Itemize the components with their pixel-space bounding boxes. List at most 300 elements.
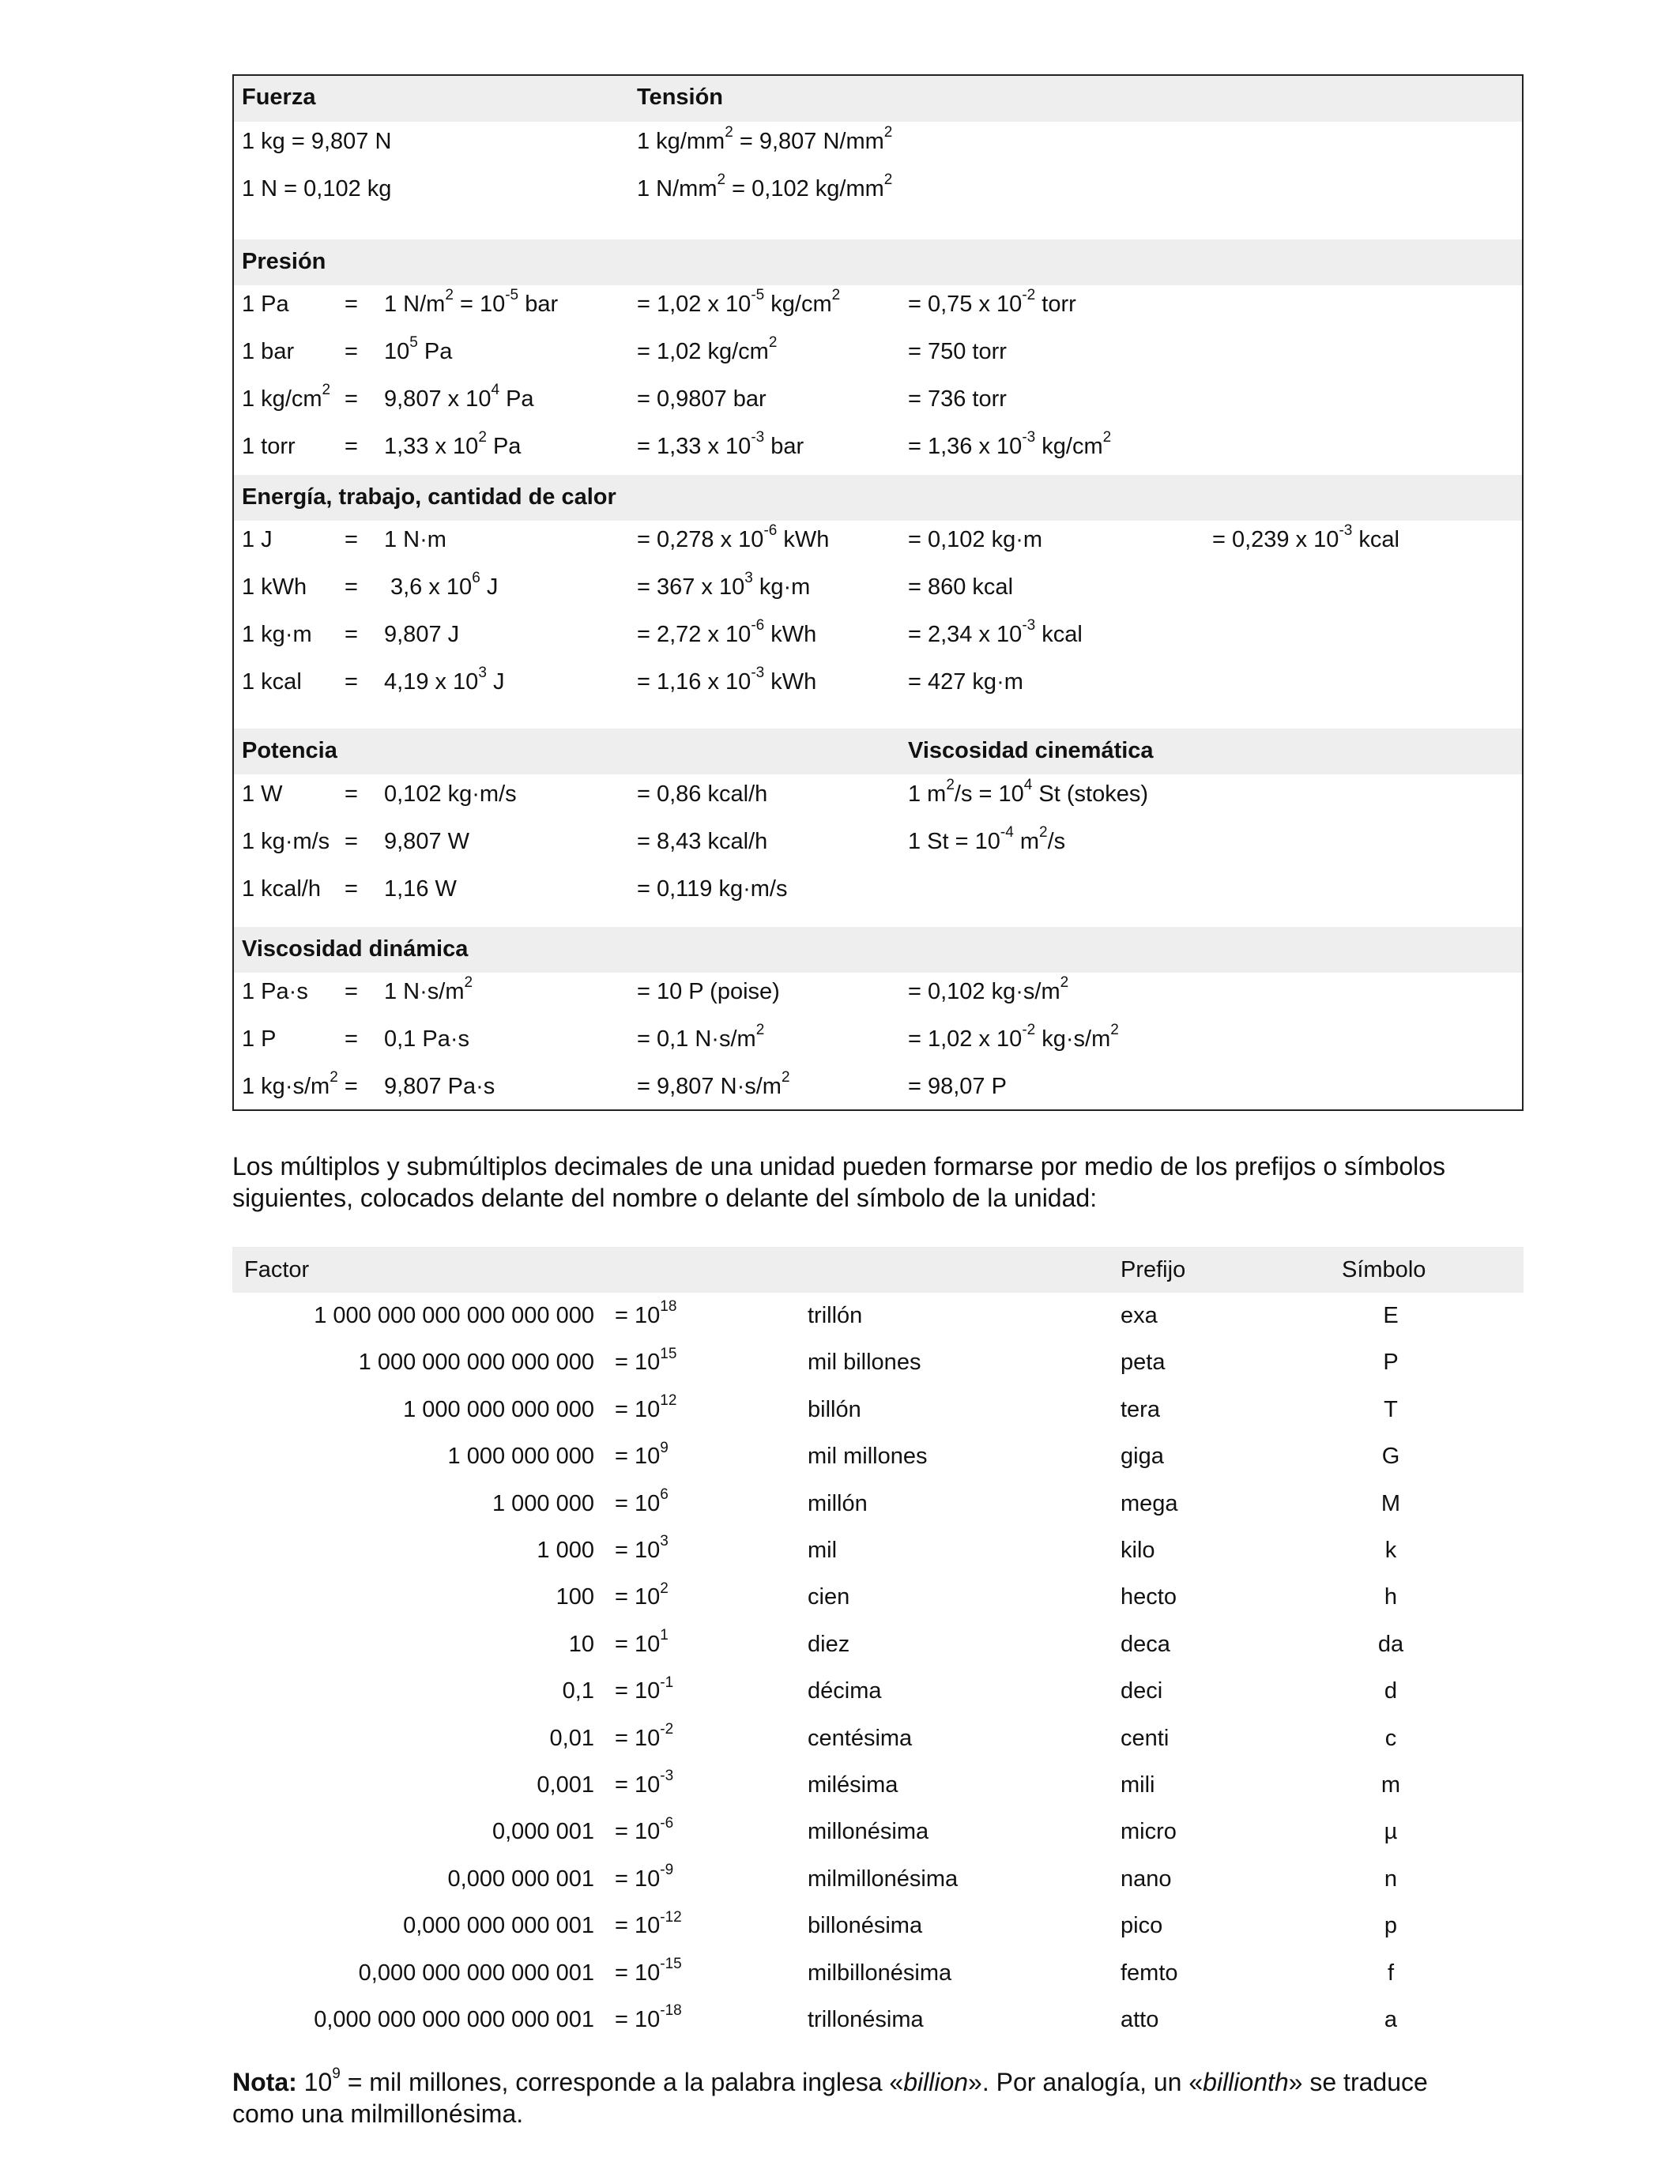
- presion_rows-3-unit: 1 torr: [242, 434, 296, 459]
- prefix-header-band: [232, 1247, 1524, 1293]
- viscosidad_din_rows-1-c3-part-1: -2: [1022, 1022, 1036, 1039]
- presion_rows-0-c2: [637, 287, 841, 318]
- presion_rows-1-c2-part-0: = 1,02 kg/cm: [637, 339, 769, 364]
- tension-row-1-s2: 2: [883, 171, 893, 189]
- prefix-simbolo-13: p: [1384, 1913, 1398, 1939]
- energia_rows-0-c3: [908, 526, 1042, 553]
- tension-row-0-s2: 2: [883, 124, 893, 141]
- presion_rows-0-c1-part-2: = 10: [453, 292, 506, 317]
- prefix-power-exp-15: -18: [660, 2002, 682, 2020]
- energia_rows-0-c3-part-0: = 0,102 kg·m: [908, 527, 1043, 552]
- viscosidad-cin-row-0-part-4: St (stokes): [1032, 781, 1149, 807]
- presion_rows-3-c3-part-1: -3: [1022, 429, 1036, 446]
- presion_rows-1-eq: =: [345, 339, 358, 364]
- prefix-power-7: [615, 1627, 669, 1658]
- presion_rows-3-c1: [384, 429, 522, 460]
- energia_rows-0-c4-part-1: -3: [1339, 522, 1353, 540]
- prefix-name-3: mil millones: [808, 1444, 928, 1470]
- prefix-factor-6: 100: [556, 1584, 594, 1610]
- presion_rows-0-c2-part-0: = 1,02 x 10: [637, 292, 751, 317]
- prefix-prefijo-0: exa: [1121, 1303, 1158, 1328]
- energia_rows-3-c3: [908, 668, 1023, 695]
- note-line-2: como una milmillonésima.: [232, 2099, 524, 2128]
- presion_rows-1-c1: [384, 334, 453, 365]
- viscosidad_din_rows-2-c2-part-0: = 9,807 N·s/m: [637, 1074, 782, 1099]
- presion_rows-0-c1-part-1: 2: [445, 287, 454, 304]
- prefix-factor-13: 0,000 000 000 001: [403, 1913, 594, 1939]
- viscosidad-cin-row-0-part-0: 1 m: [908, 781, 947, 807]
- prefix-power-exp-11: -6: [660, 1814, 674, 1832]
- energia_rows-0-c2-part-2: kWh: [777, 527, 830, 552]
- viscosidad_din_rows-2-c3: [908, 1073, 1007, 1100]
- presion_rows-3-c2-part-0: = 1,33 x 10: [637, 434, 751, 459]
- viscosidad-cin-row-1-part-4: /s: [1047, 829, 1066, 854]
- viscosidad_din_rows-2-c1: [384, 1073, 495, 1100]
- prefix-prefijo-11: micro: [1121, 1819, 1177, 1845]
- presion_rows-0-c2-part-2: kg/cm: [764, 292, 832, 317]
- tension-row-1: [637, 171, 893, 202]
- prefix-power-exp-14: -15: [660, 1955, 682, 1972]
- presion_rows-1-c3-part-0: = 750 torr: [908, 339, 1007, 364]
- energia_rows-2-c2-part-1: -6: [751, 617, 765, 634]
- prefix-simbolo-14: f: [1387, 1960, 1395, 1986]
- prefix-name-12: milmillonésima: [808, 1866, 959, 1892]
- prefix-prefijo-13: pico: [1121, 1913, 1163, 1939]
- energia_rows-0-c2-part-1: -6: [763, 522, 778, 540]
- presion_rows-1-c3: [908, 338, 1007, 365]
- potencia_rows-0-eq: =: [345, 781, 358, 807]
- tension-row-1-a: 1 N/mm: [637, 176, 718, 201]
- note-text-3: » se traduce: [1288, 2068, 1428, 2096]
- presion_rows-3-c2-part-2: bar: [764, 434, 804, 459]
- prefix-power-9: [615, 1720, 674, 1752]
- prefix-factor-7: 10: [568, 1631, 594, 1657]
- presion_rows-0-c3-part-2: torr: [1035, 292, 1076, 317]
- prefix-power-base-0: = 10: [615, 1303, 661, 1328]
- potencia_rows-2-eq: =: [345, 876, 358, 902]
- presion_rows-3-c1-part-2: Pa: [486, 434, 522, 459]
- prefix-simbolo-10: m: [1381, 1772, 1401, 1798]
- prefix-prefijo-12: nano: [1121, 1866, 1172, 1892]
- potencia-header: Potencia: [242, 738, 337, 763]
- prefix-factor-3: 1 000 000 000: [447, 1444, 594, 1470]
- viscosidad_din_rows-0-c1-part-0: 1 N·s/m: [384, 979, 465, 1004]
- energia_rows-3-c2-part-0: = 1,16 x 10: [637, 669, 751, 695]
- viscosidad_din_rows-0-c3-part-0: = 0,102 kg·s/m: [908, 979, 1060, 1004]
- viscosidad_din_rows-1-eq: =: [345, 1026, 358, 1052]
- prefix-factor-11: 0,000 001: [492, 1819, 594, 1845]
- presion_rows-2-c1-part-1: 4: [491, 382, 500, 399]
- energia_rows-0-c2: [637, 522, 830, 553]
- prefix-prefijo-4: mega: [1121, 1490, 1178, 1516]
- presion_rows-0-c2-part-3: 2: [831, 287, 841, 304]
- potencia_rows-0-c1: 0,102 kg·m/s: [384, 781, 517, 807]
- viscosidad_din_rows-1-c3-part-0: = 1,02 x 10: [908, 1026, 1023, 1052]
- prefix-power-exp-6: 2: [660, 1580, 669, 1597]
- presion_rows-1-c2-part-1: 2: [768, 334, 778, 352]
- potencia_rows-2-c2: = 0,119 kg·m/s: [637, 876, 788, 902]
- energia_rows-1-c3: [908, 574, 1013, 601]
- presion_rows-2-c3-part-0: = 736 torr: [908, 386, 1007, 412]
- tension-header: Tensión: [637, 85, 724, 110]
- prefix-power-exp-13: -12: [660, 1908, 682, 1926]
- presion_rows-3-c1-part-1: 2: [478, 429, 487, 446]
- energia_rows-3-c1-part-2: J: [486, 669, 505, 695]
- viscosidad_din_rows-2-unit-part-0: 1 kg·s/m: [242, 1074, 330, 1099]
- energia_rows-0-eq: =: [345, 527, 358, 552]
- prefix-factor-4: 1 000 000: [492, 1490, 594, 1516]
- presion_rows-0-c3: [908, 287, 1076, 318]
- prefix-header-prefijo: Prefijo: [1121, 1257, 1186, 1282]
- energia_rows-2-c2-part-0: = 2,72 x 10: [637, 622, 751, 647]
- energia_rows-1-c1-part-0: 3,6 x 10: [390, 574, 473, 600]
- fuerza-band: [234, 76, 1522, 122]
- prefix-power-base-3: = 10: [615, 1444, 661, 1470]
- prefix-simbolo-1: P: [1383, 1350, 1399, 1376]
- presion_rows-2-unit: [242, 382, 331, 412]
- prefix-power-2: [615, 1392, 677, 1423]
- presion_rows-0-eq: =: [345, 292, 358, 317]
- prefix-power-8: [615, 1674, 674, 1704]
- intro-line-1: Los múltiplos y submúltiplos decimales de una unidad pueden formarse por medio de los prefijos o símbolos: [232, 1152, 1446, 1180]
- viscosidad_din_rows-2-unit: [242, 1069, 358, 1100]
- presion_rows-0-c1-part-4: bar: [518, 292, 559, 317]
- viscosidad_din_rows-0-c1-part-1: 2: [464, 974, 473, 992]
- prefix-power-5: [615, 1533, 669, 1564]
- prefix-power-12: [615, 1862, 674, 1892]
- potencia_rows-1-c2: = 8,43 kcal/h: [637, 829, 768, 854]
- presion_rows-3-c1-part-0: 1,33 x 10: [384, 434, 479, 459]
- presion_rows-0-c3-part-0: = 0,75 x 10: [908, 292, 1023, 317]
- viscosidad-cin-row-1-part-1: -4: [1000, 824, 1014, 842]
- note-line-1: [232, 2066, 1428, 2098]
- presion_rows-2-unit-part-0: 1 kg/cm: [242, 386, 322, 412]
- energia_rows-0-c1-part-0: 1 N·m: [384, 527, 446, 552]
- energia_rows-3-unit: 1 kcal: [242, 669, 302, 695]
- viscosidad_din_rows-1-c2-part-1: 2: [755, 1022, 765, 1039]
- note-italic-billion: billion: [903, 2068, 969, 2096]
- tension-row-1-s1: 2: [717, 171, 726, 189]
- potencia-band: [234, 729, 1522, 774]
- prefix-power-base-11: = 10: [615, 1819, 661, 1845]
- fuerza-row-1: 1 N = 0,102 kg: [242, 176, 392, 201]
- prefix-power-exp-4: 6: [660, 1485, 669, 1503]
- presion_rows-0-c1: [384, 287, 559, 318]
- viscosidad-cin-row-0-part-3: 4: [1023, 777, 1033, 794]
- prefix-prefijo-8: deci: [1121, 1678, 1163, 1704]
- viscosidad-cin-row-1-part-3: 2: [1039, 824, 1048, 842]
- prefix-prefijo-14: femto: [1121, 1960, 1178, 1986]
- viscosidad-cin-row-1-part-0: 1 St = 10: [908, 829, 1000, 854]
- potencia_rows-1-c1: 9,807 W: [384, 829, 469, 854]
- prefix-simbolo-4: M: [1381, 1490, 1401, 1516]
- prefix-power-1: [615, 1345, 677, 1376]
- viscosidad_din_rows-2-unit-part-1: 2: [330, 1069, 338, 1086]
- presion_rows-2-c3: [908, 386, 1007, 412]
- prefix-power-base-15: = 10: [615, 2007, 661, 2032]
- note-italic-billionth: billionth: [1203, 2068, 1289, 2096]
- prefix-name-8: décima: [808, 1678, 882, 1704]
- prefix-power-exp-12: -9: [660, 1862, 674, 1879]
- prefix-power-4: [615, 1485, 669, 1517]
- prefix-simbolo-6: h: [1384, 1584, 1398, 1610]
- prefix-simbolo-15: a: [1384, 2007, 1398, 2032]
- viscosidad-cin-row-1: [908, 824, 1066, 855]
- viscosidad_din_rows-1-c1: [384, 1026, 469, 1052]
- presion_rows-1-unit: 1 bar: [242, 339, 295, 364]
- energia_rows-3-c2-part-2: kWh: [764, 669, 817, 695]
- prefix-power-base-6: = 10: [615, 1584, 661, 1610]
- prefix-name-4: millón: [808, 1490, 868, 1516]
- viscosidad_din_rows-1-c3-part-2: kg·s/m: [1035, 1026, 1111, 1052]
- presion_rows-1-c1-part-2: Pa: [417, 339, 453, 364]
- energia_rows-2-c3-part-0: = 2,34 x 10: [908, 622, 1023, 647]
- energia_rows-1-eq: =: [345, 574, 358, 600]
- viscosidad-din-header: Viscosidad dinámica: [242, 936, 469, 962]
- energia_rows-1-c3-part-0: = 860 kcal: [908, 574, 1014, 600]
- energia_rows-2-c3: [908, 617, 1083, 648]
- prefix-header-simbolo: Símbolo: [1342, 1257, 1426, 1282]
- prefix-name-15: trillonésima: [808, 2007, 924, 2032]
- presion_rows-3-c3-part-3: 2: [1102, 429, 1112, 446]
- prefix-simbolo-5: k: [1384, 1538, 1397, 1563]
- presion_rows-1-c2: [637, 334, 778, 365]
- energia_rows-2-c2: [637, 617, 817, 648]
- presion_rows-3-c2-part-1: -3: [751, 429, 765, 446]
- prefix-power-14: [615, 1955, 682, 1986]
- prefix-power-11: [615, 1814, 674, 1845]
- energia_rows-3-c1-part-1: 3: [478, 665, 487, 682]
- prefix-name-7: diez: [808, 1631, 850, 1657]
- presion_rows-3-c3: [908, 429, 1112, 460]
- presion_rows-3-c3-part-2: kg/cm: [1035, 434, 1103, 459]
- prefix-prefijo-6: hecto: [1121, 1584, 1177, 1610]
- prefix-prefijo-7: deca: [1121, 1631, 1170, 1657]
- viscosidad_din_rows-1-unit: 1 P: [242, 1026, 277, 1052]
- prefix-name-5: mil: [808, 1538, 838, 1563]
- viscosidad_din_rows-0-eq: =: [345, 979, 358, 1004]
- prefix-power-15: [615, 2002, 682, 2033]
- energia_rows-1-c1-part-1: 6: [472, 570, 480, 587]
- prefix-power-exp-2: 12: [660, 1392, 677, 1410]
- prefix-factor-9: 0,01: [549, 1725, 594, 1751]
- energia_rows-1-unit: 1 kWh: [242, 574, 307, 600]
- presion_rows-2-c2-part-0: = 0,9807 bar: [637, 386, 767, 412]
- prefix-power-base-10: = 10: [615, 1772, 661, 1798]
- energia_rows-3-c3-part-0: = 427 kg·m: [908, 669, 1023, 695]
- potencia_rows-1-unit: 1 kg·m/s: [242, 829, 330, 854]
- prefix-prefijo-15: atto: [1121, 2007, 1159, 2032]
- prefix-power-13: [615, 1908, 682, 1939]
- prefix-factor-8: 0,1: [562, 1678, 594, 1704]
- prefix-factor-2: 1 000 000 000 000: [403, 1396, 594, 1422]
- prefix-factor-10: 0,001: [537, 1772, 594, 1798]
- note-base: 10: [296, 2068, 333, 2096]
- presion_rows-3-eq: =: [345, 434, 358, 459]
- tension-row-0: [637, 124, 893, 155]
- presion_rows-0-c1-part-0: 1 N/m: [384, 292, 446, 317]
- prefix-factor-12: 0,000 000 001: [447, 1866, 594, 1892]
- presion_rows-2-c1: [384, 382, 534, 412]
- prefix-name-6: cien: [808, 1584, 850, 1610]
- prefix-power-base-4: = 10: [615, 1490, 661, 1516]
- prefix-prefijo-9: centi: [1121, 1725, 1170, 1751]
- viscosidad_din_rows-2-c1-part-0: 9,807 Pa·s: [384, 1074, 495, 1099]
- presion_rows-2-c1-part-2: Pa: [499, 386, 534, 412]
- viscosidad-cin-row-0: [908, 777, 1149, 808]
- prefix-power-base-8: = 10: [615, 1678, 661, 1704]
- presion_rows-3-c3-part-0: = 1,36 x 10: [908, 434, 1023, 459]
- prefix-power-base-13: = 10: [615, 1913, 661, 1939]
- energia_rows-2-c3-part-2: kcal: [1035, 622, 1083, 647]
- energia_rows-2-c1-part-0: 9,807 J: [384, 622, 460, 647]
- prefix-power-base-5: = 10: [615, 1538, 661, 1563]
- prefix-prefijo-10: mili: [1121, 1772, 1155, 1798]
- viscosidad_din_rows-0-unit: 1 Pa·s: [242, 979, 308, 1004]
- intro-line-2: siguientes, colocados delante del nombre o delante del símbolo de la unidad:: [232, 1184, 1098, 1212]
- prefix-factor-1: 1 000 000 000 000 000: [358, 1350, 594, 1376]
- energia_rows-3-eq: =: [345, 669, 358, 695]
- energia_rows-2-c3-part-1: -3: [1022, 617, 1036, 634]
- prefix-factor-0: 1 000 000 000 000 000 000: [314, 1303, 594, 1328]
- note-label: Nota:: [232, 2068, 297, 2096]
- prefix-simbolo-2: T: [1384, 1396, 1398, 1422]
- viscosidad-cin-row-0-part-2: /s = 10: [954, 781, 1024, 807]
- energia_rows-2-c2-part-2: kWh: [764, 622, 817, 647]
- energia_rows-2-eq: =: [345, 622, 358, 647]
- viscosidad_din_rows-1-c1-part-0: 0,1 Pa·s: [384, 1026, 469, 1052]
- viscosidad_din_rows-2-unit-part-2: =: [337, 1074, 358, 1099]
- prefix-power-base-2: = 10: [615, 1396, 661, 1422]
- presion_rows-0-c2-part-1: -5: [751, 287, 765, 304]
- energia_rows-0-unit: 1 J: [242, 527, 273, 552]
- prefix-power-exp-7: 1: [660, 1627, 669, 1644]
- prefix-simbolo-12: n: [1384, 1866, 1398, 1892]
- prefix-power-base-7: = 10: [615, 1631, 661, 1657]
- presion_rows-3-c2: [637, 429, 804, 460]
- prefix-simbolo-3: G: [1381, 1444, 1400, 1470]
- prefix-power-base-9: = 10: [615, 1725, 661, 1751]
- prefix-name-10: milésima: [808, 1772, 898, 1798]
- energia_rows-1-c2: [637, 570, 811, 601]
- energia_rows-0-c4-part-0: = 0,239 x 10: [1212, 527, 1339, 552]
- presion_rows-0-c3-part-1: -2: [1022, 287, 1036, 304]
- viscosidad-cin-row-0-part-1: 2: [946, 777, 955, 794]
- prefix-power-exp-5: 3: [660, 1533, 669, 1550]
- prefix-power-10: [615, 1768, 674, 1798]
- fuerza-header: Fuerza: [242, 85, 316, 110]
- prefix-name-1: mil billones: [808, 1350, 921, 1376]
- prefix-power-base-1: = 10: [615, 1350, 661, 1376]
- energia_rows-1-c2-part-0: = 367 x 10: [637, 574, 745, 600]
- prefix-power-base-12: = 10: [615, 1866, 661, 1892]
- energia_rows-1-c2-part-1: 3: [744, 570, 753, 587]
- viscosidad_din_rows-1-c3: [908, 1022, 1119, 1052]
- prefix-prefijo-2: tera: [1121, 1396, 1160, 1422]
- tension-row-0-s1: 2: [725, 124, 733, 141]
- presion_rows-1-c1-part-0: 10: [384, 339, 410, 364]
- conversion-table: [232, 74, 1524, 1111]
- energia_rows-1-c1-part-2: J: [480, 574, 499, 600]
- presion_rows-0-c1-part-3: -5: [505, 287, 519, 304]
- prefix-header-factor: Factor: [244, 1257, 310, 1282]
- potencia_rows-2-unit: 1 kcal/h: [242, 876, 321, 902]
- prefix-prefijo-3: giga: [1121, 1444, 1164, 1470]
- viscosidad_din_rows-0-c3-part-1: 2: [1060, 974, 1069, 992]
- presion_rows-2-c1-part-0: 9,807 x 10: [384, 386, 492, 412]
- tension-row-1-b: = 0,102 kg/mm: [725, 176, 884, 201]
- viscosidad_din_rows-1-c2: [637, 1022, 765, 1052]
- energia_rows-3-c1: [384, 665, 505, 695]
- prefix-name-9: centésima: [808, 1725, 913, 1751]
- prefix-power-exp-8: -1: [660, 1674, 674, 1691]
- energia_rows-1-c1: [390, 570, 499, 601]
- potencia_rows-1-eq: =: [345, 829, 358, 854]
- prefix-power-6: [615, 1580, 669, 1610]
- energia_rows-3-c2-part-1: -3: [751, 665, 765, 682]
- energia_rows-0-c2-part-0: = 0,278 x 10: [637, 527, 764, 552]
- prefix-power-base-14: = 10: [615, 1960, 661, 1986]
- prefix-name-11: millonésima: [808, 1819, 929, 1845]
- prefix-simbolo-0: E: [1383, 1303, 1399, 1328]
- energia-header: Energía, trabajo, cantidad de calor: [242, 484, 616, 510]
- energia_rows-0-c1: [384, 526, 446, 553]
- viscosidad_din_rows-0-c2-part-0: = 10 P (poise): [637, 979, 780, 1004]
- energia_rows-2-unit: 1 kg·m: [242, 622, 312, 647]
- tension-row-0-b: = 9,807 N/mm: [733, 129, 884, 154]
- presion-header: Presión: [242, 249, 326, 274]
- energia_rows-2-c1: [384, 621, 459, 648]
- note-text-1: = mil millones, corresponde a la palabra inglesa «: [340, 2068, 904, 2096]
- fuerza-row-0: 1 kg = 9,807 N: [242, 129, 392, 154]
- prefix-name-13: billonésima: [808, 1913, 923, 1939]
- prefix-simbolo-8: d: [1384, 1678, 1398, 1704]
- prefix-power-3: [615, 1439, 669, 1470]
- viscosidad_din_rows-2-c2: [637, 1069, 790, 1100]
- prefix-name-14: milbillonésima: [808, 1960, 952, 1986]
- viscosidad_din_rows-2-c3-part-0: = 98,07 P: [908, 1074, 1007, 1099]
- energia_rows-0-c4: [1212, 522, 1399, 553]
- prefix-simbolo-7: da: [1377, 1631, 1404, 1657]
- energia_rows-3-c2: [637, 665, 817, 695]
- prefix-factor-5: 1 000: [537, 1538, 594, 1563]
- prefix-name-2: billón: [808, 1396, 861, 1422]
- presion_rows-2-unit-part-1: 2: [322, 382, 331, 399]
- energia_rows-0-c4-part-2: kcal: [1352, 527, 1399, 552]
- presion_rows-0-unit: 1 Pa: [242, 292, 289, 317]
- presion_rows-1-c1-part-1: 5: [409, 334, 418, 352]
- tension-row-0-a: 1 kg/mm: [637, 129, 725, 154]
- viscosidad_din_rows-1-c3-part-3: 2: [1110, 1022, 1119, 1039]
- energia_rows-1-c2-part-2: kg·m: [752, 574, 811, 600]
- note-exp: 9: [332, 2065, 341, 2083]
- potencia_rows-0-c2: = 0,86 kcal/h: [637, 781, 768, 807]
- potencia_rows-2-c1: 1,16 W: [384, 876, 457, 902]
- viscosidad-cin-row-1-part-2: m: [1013, 829, 1040, 854]
- presion_rows-2-eq: =: [345, 386, 358, 412]
- prefix-prefijo-1: peta: [1121, 1350, 1166, 1376]
- prefix-power-exp-10: -3: [660, 1768, 674, 1785]
- prefix-factor-15: 0,000 000 000 000 000 001: [314, 2007, 594, 2032]
- viscosidad_din_rows-0-c1: [384, 974, 473, 1005]
- viscosidad_din_rows-0-c3: [908, 974, 1069, 1005]
- prefix-prefijo-5: kilo: [1121, 1538, 1155, 1563]
- potencia_rows-0-unit: 1 W: [242, 781, 283, 807]
- prefix-power-exp-9: -2: [660, 1720, 674, 1738]
- viscosidad_din_rows-0-c2: [637, 978, 780, 1005]
- energia_rows-3-c1-part-0: 4,19 x 10: [384, 669, 479, 695]
- presion_rows-2-c2: [637, 386, 767, 412]
